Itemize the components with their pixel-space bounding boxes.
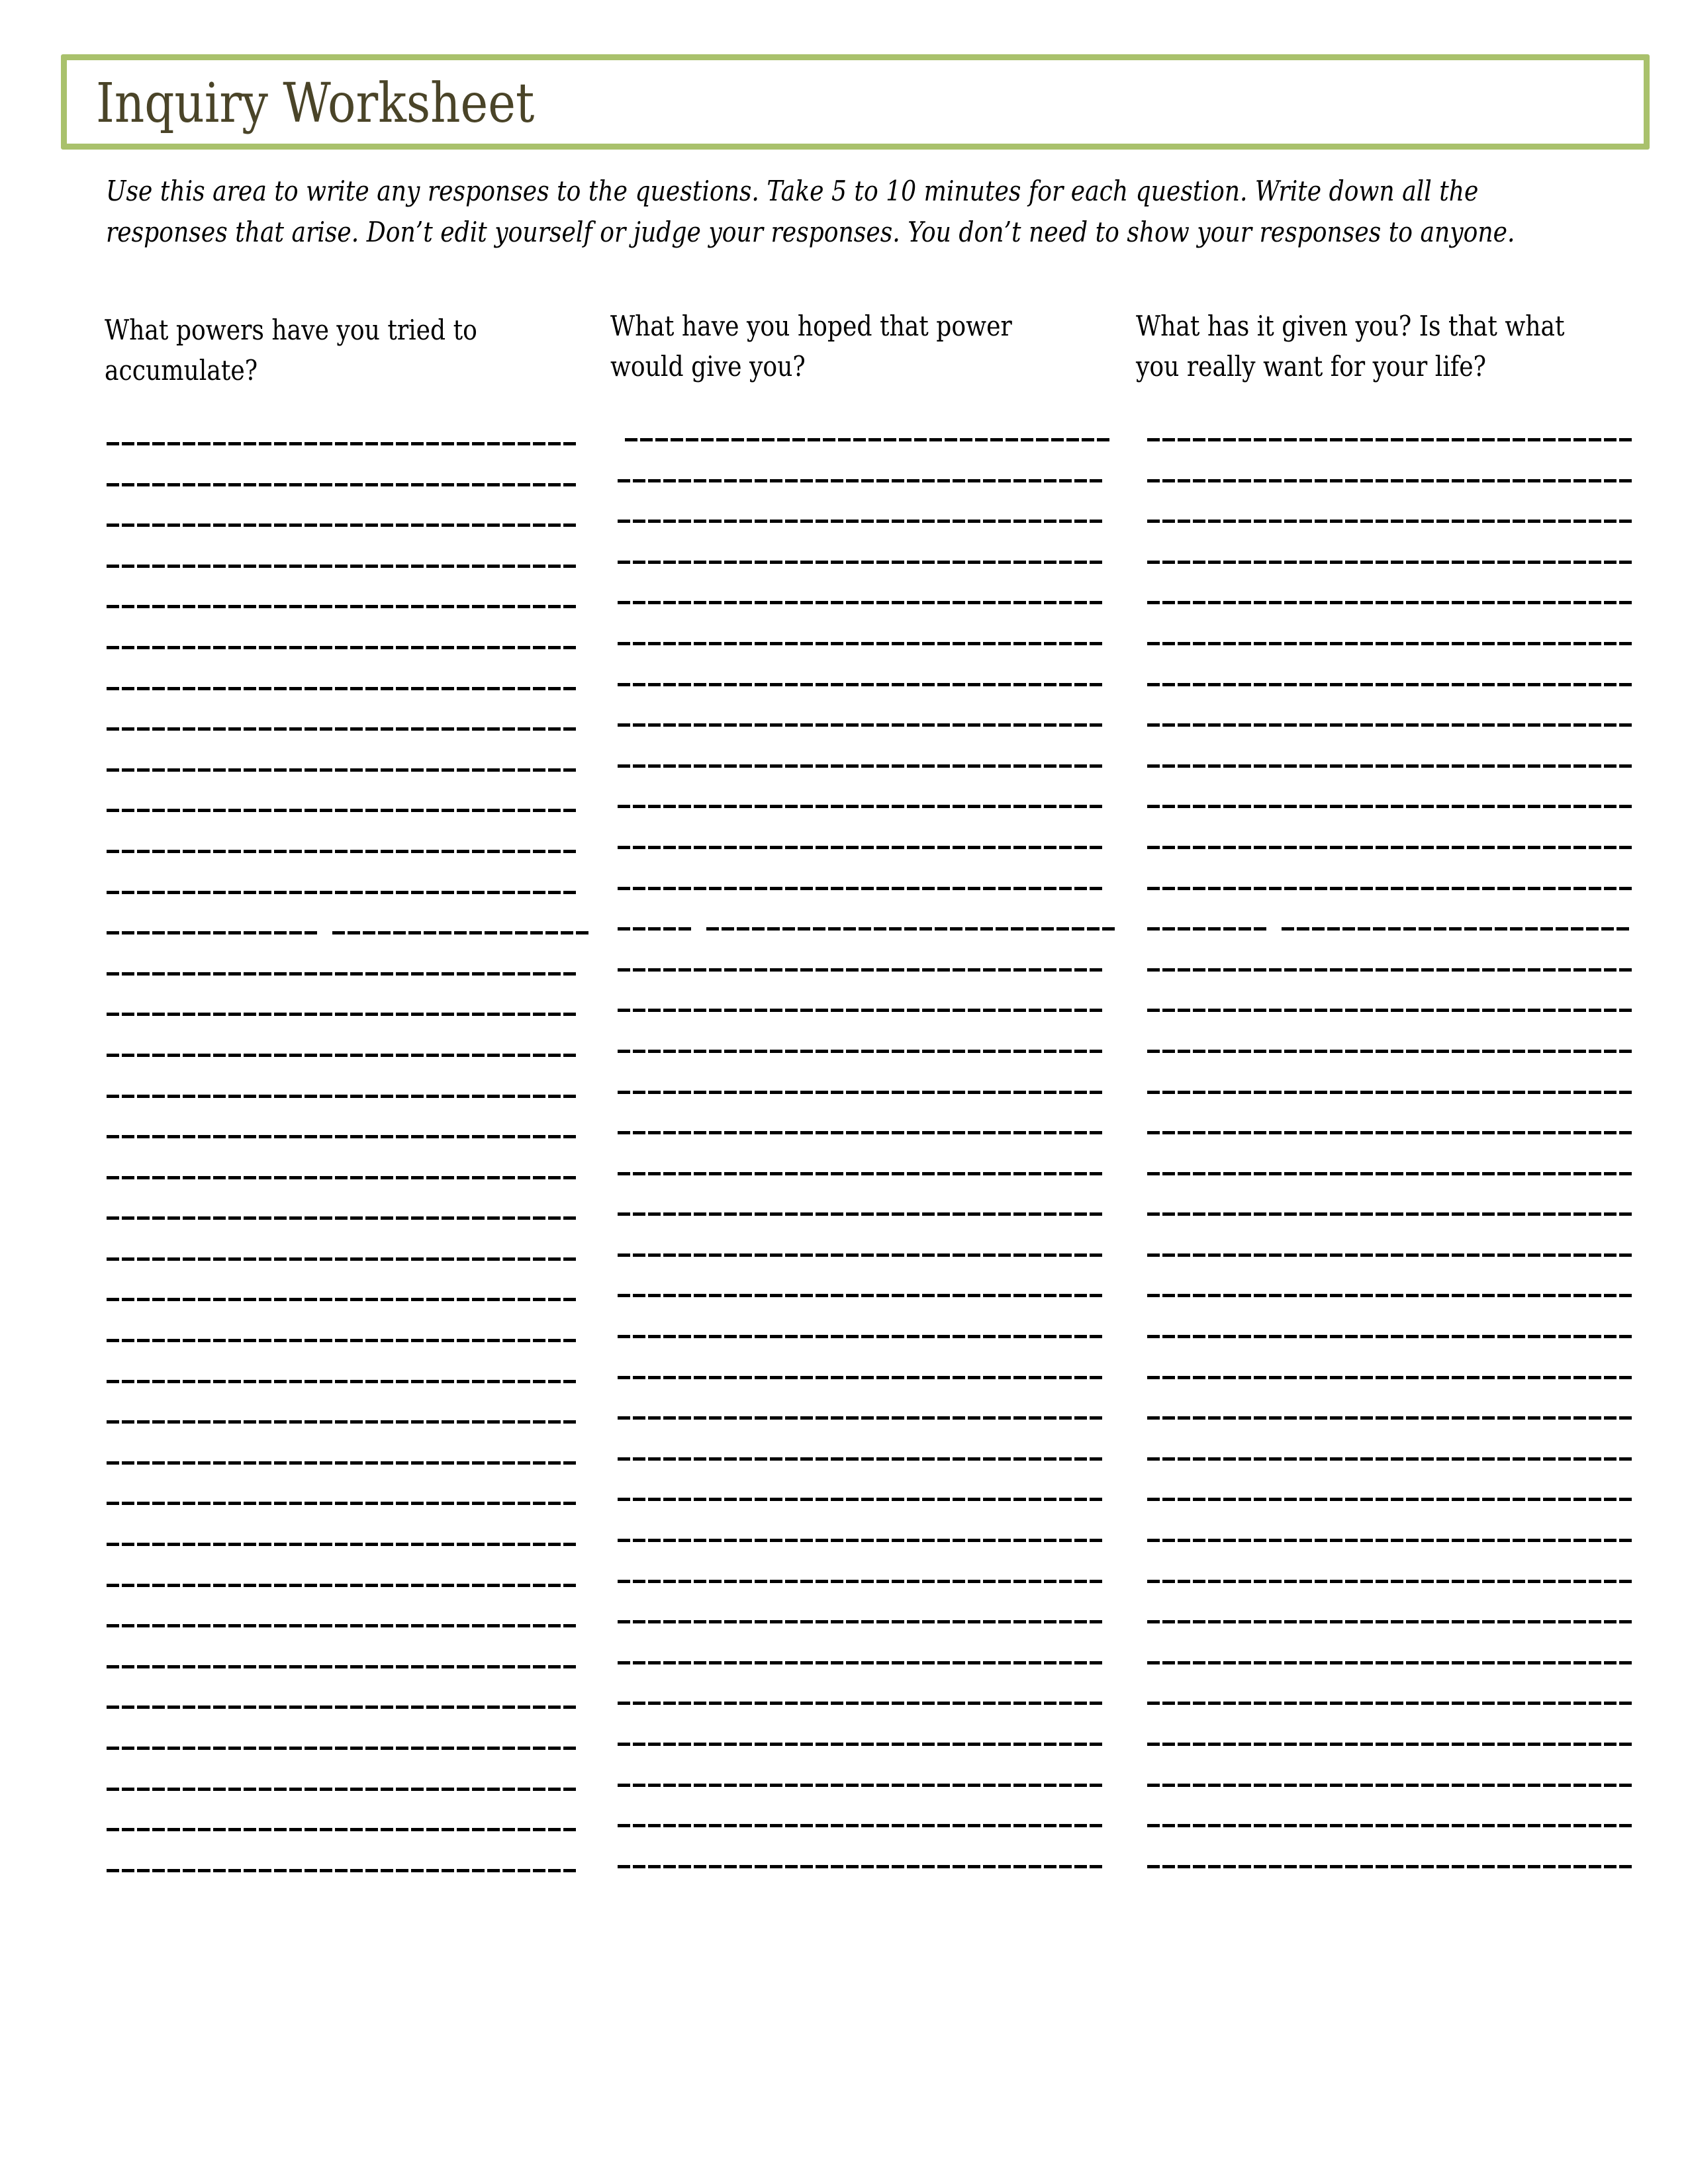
question-2: [610, 306, 1012, 387]
underscore-segment: [1147, 1253, 1632, 1257]
underscore-segment: [1282, 927, 1629, 931]
underscore-segment: [1147, 1091, 1632, 1094]
underscore-segment: [107, 605, 576, 608]
title-box: [61, 54, 1650, 150]
blank-line[interactable]: [618, 438, 1115, 479]
underscore-segment: [1147, 1009, 1632, 1012]
underscore-segment: [1147, 520, 1632, 523]
underscore-segment: [1147, 1416, 1632, 1420]
blank-line[interactable]: [618, 1620, 1115, 1661]
blank-line[interactable]: [618, 1702, 1115, 1743]
underscore-segment: [618, 764, 1102, 768]
blank-line[interactable]: [107, 931, 588, 972]
underscore-segment: [1147, 1580, 1632, 1583]
underscore-segment: [107, 1298, 576, 1301]
blank-line[interactable]: [1147, 683, 1632, 724]
blank-line[interactable]: [1147, 1009, 1632, 1050]
underscore-segment: [1147, 1702, 1632, 1705]
underscore-segment: [107, 1013, 576, 1016]
blank-line[interactable]: [1147, 1294, 1632, 1335]
underscore-segment: [618, 1580, 1102, 1583]
blank-line[interactable]: [1147, 1661, 1632, 1702]
underscore-segment: [1147, 968, 1632, 972]
blank-line[interactable]: [618, 1376, 1115, 1417]
instructions-line-1: Use this area to write any responses to the questions. Take 5 to 10 minutes for each question. Write down all the: [106, 175, 1479, 207]
underscore-segment: [618, 1457, 1102, 1461]
blank-line[interactable]: [618, 683, 1115, 724]
underscore-segment: [1147, 1172, 1632, 1175]
underscore-segment: [107, 1135, 576, 1138]
underscore-segment: [618, 887, 1102, 890]
blank-line[interactable]: [1147, 601, 1632, 642]
blank-line[interactable]: [107, 1584, 588, 1625]
underscore-segment: [107, 1502, 576, 1505]
blank-line[interactable]: [1147, 1620, 1632, 1661]
blank-line[interactable]: [107, 1828, 588, 1869]
underscore-segment: [1147, 1050, 1632, 1053]
underscore-segment: [706, 927, 1115, 931]
underscore-segment: [618, 1416, 1102, 1420]
blank-line[interactable]: [1147, 887, 1632, 928]
underscore-segment: [625, 438, 1109, 441]
underscore-segment: [1147, 1743, 1632, 1746]
underscore-segment: [107, 1788, 576, 1791]
underscore-segment: [1147, 1824, 1632, 1827]
underscore-segment: [1147, 1865, 1632, 1868]
blank-line[interactable]: [107, 768, 588, 809]
response-area-1[interactable]: [107, 442, 588, 1909]
underscore-segment: [1147, 1335, 1632, 1338]
underscore-segment: [618, 1131, 1102, 1134]
underscore-segment: [618, 968, 1102, 972]
underscore-segment: [1147, 723, 1632, 727]
underscore-segment: [1147, 927, 1266, 931]
instructions-line-2: responses that arise. Don’t edit yourself or judge your responses. You don’t need to show your responses to anyone.: [106, 216, 1515, 248]
blank-line[interactable]: [107, 1706, 588, 1747]
underscore-segment: [1147, 1212, 1632, 1216]
blank-line[interactable]: [1147, 1539, 1632, 1580]
blank-line[interactable]: [618, 1050, 1115, 1091]
underscore-segment: [618, 1743, 1102, 1746]
underscore-segment: [1147, 887, 1632, 890]
blank-line[interactable]: [1147, 561, 1632, 602]
underscore-segment: [1147, 561, 1632, 564]
blank-line[interactable]: [618, 642, 1115, 683]
blank-line[interactable]: [107, 891, 588, 932]
blank-line[interactable]: [1147, 1865, 1632, 1906]
blank-line[interactable]: [618, 1253, 1115, 1295]
underscore-segment: [107, 931, 317, 934]
blank-line[interactable]: [618, 805, 1115, 846]
underscore-segment: [618, 723, 1102, 727]
blank-line[interactable]: [107, 1543, 588, 1584]
blank-line[interactable]: [107, 1502, 588, 1543]
page-title: Inquiry Worksheet: [96, 72, 535, 135]
blank-line[interactable]: [107, 1176, 588, 1217]
underscore-segment: [107, 850, 576, 853]
blank-line[interactable]: [618, 1416, 1115, 1457]
underscore-segment: [1147, 438, 1632, 441]
underscore-segment: [107, 891, 576, 894]
blank-line[interactable]: [107, 1257, 588, 1298]
blank-line[interactable]: [618, 723, 1115, 764]
underscore-segment: [618, 1172, 1102, 1175]
underscore-segment: [618, 1294, 1102, 1297]
underscore-segment: [1147, 1661, 1632, 1664]
underscore-segment: [107, 1584, 576, 1587]
underscore-segment: [107, 972, 576, 976]
underscore-segment: [107, 1869, 576, 1872]
blank-line[interactable]: [618, 1784, 1115, 1825]
blank-line[interactable]: [618, 1091, 1115, 1132]
underscore-segment: [1147, 1784, 1632, 1787]
blank-line[interactable]: [618, 846, 1115, 887]
blank-line[interactable]: [1147, 520, 1632, 561]
underscore-segment: [618, 1865, 1102, 1868]
blank-line[interactable]: [107, 1747, 588, 1788]
blank-line[interactable]: [618, 1294, 1115, 1335]
blank-line[interactable]: [1147, 1050, 1632, 1091]
blank-line[interactable]: [618, 1009, 1115, 1050]
blank-line[interactable]: [618, 1580, 1115, 1621]
blank-line[interactable]: [618, 887, 1115, 928]
blank-line[interactable]: [1147, 1253, 1632, 1295]
question-3-line-2: you really want for your life?: [1136, 350, 1487, 383]
underscore-segment: [618, 805, 1102, 808]
underscore-segment: [107, 483, 576, 486]
blank-line[interactable]: [107, 483, 588, 524]
blank-line[interactable]: [618, 1865, 1115, 1906]
underscore-segment: [107, 1054, 576, 1057]
underscore-segment: [618, 1824, 1102, 1827]
response-area-2[interactable]: [618, 438, 1115, 1905]
underscore-segment: [618, 479, 1102, 482]
blank-line[interactable]: [618, 601, 1115, 642]
underscore-segment: [618, 561, 1102, 564]
underscore-segment: [1147, 601, 1632, 604]
underscore-segment: [107, 565, 576, 568]
underscore-segment: [1147, 1539, 1632, 1542]
underscore-segment: [1147, 1457, 1632, 1461]
underscore-segment: [107, 1095, 576, 1098]
underscore-segment: [107, 646, 576, 649]
blank-line[interactable]: [1147, 927, 1632, 968]
blank-line[interactable]: [618, 968, 1115, 1009]
underscore-segment: [618, 846, 1102, 849]
blank-line[interactable]: [1147, 1784, 1632, 1825]
blank-line[interactable]: [1147, 846, 1632, 887]
question-2-line-2: would give you?: [610, 350, 806, 383]
underscore-segment: [618, 1376, 1102, 1379]
underscore-segment: [107, 1380, 576, 1383]
blank-line[interactable]: [1147, 1702, 1632, 1743]
blank-line[interactable]: [107, 1095, 588, 1136]
underscore-segment: [618, 1539, 1102, 1542]
blank-line[interactable]: [107, 523, 588, 565]
blank-line[interactable]: [107, 1298, 588, 1339]
blank-line[interactable]: [618, 1661, 1115, 1702]
underscore-segment: [107, 523, 576, 527]
blank-line[interactable]: [107, 565, 588, 606]
blank-line[interactable]: [1147, 1498, 1632, 1539]
blank-line[interactable]: [1147, 438, 1632, 479]
blank-line[interactable]: [618, 520, 1115, 561]
underscore-segment: [107, 1176, 576, 1179]
underscore-segment: [618, 1498, 1102, 1501]
blank-line[interactable]: [1147, 723, 1632, 764]
underscore-segment: [618, 1702, 1102, 1705]
underscore-segment: [618, 1091, 1102, 1094]
blank-line[interactable]: [107, 1135, 588, 1176]
blank-line[interactable]: [1147, 1172, 1632, 1213]
underscore-segment: [618, 1050, 1102, 1053]
underscore-segment: [618, 601, 1102, 604]
blank-line[interactable]: [618, 1498, 1115, 1539]
underscore-segment: [618, 927, 691, 931]
question-1-line-1: What powers have you tried to: [105, 314, 477, 346]
blank-line[interactable]: [1147, 1212, 1632, 1253]
blank-line[interactable]: [1147, 1335, 1632, 1376]
blank-line[interactable]: [107, 727, 588, 768]
blank-line[interactable]: [618, 479, 1115, 520]
underscore-segment: [1147, 479, 1632, 482]
blank-line[interactable]: [107, 1788, 588, 1829]
blank-line[interactable]: [107, 1380, 588, 1421]
blank-line[interactable]: [1147, 1131, 1632, 1172]
underscore-segment: [1147, 1376, 1632, 1379]
blank-line[interactable]: [1147, 764, 1632, 805]
blank-line[interactable]: [1147, 805, 1632, 846]
underscore-segment: [618, 1620, 1102, 1623]
blank-line[interactable]: [618, 1539, 1115, 1580]
blank-line[interactable]: [618, 1457, 1115, 1498]
blank-line[interactable]: [1147, 1824, 1632, 1865]
underscore-segment: [107, 687, 576, 690]
underscore-segment: [107, 1543, 576, 1546]
underscore-segment: [618, 683, 1102, 686]
blank-line[interactable]: [1147, 479, 1632, 520]
underscore-segment: [107, 1665, 576, 1668]
underscore-segment: [107, 809, 576, 812]
underscore-segment: [107, 768, 576, 772]
blank-line[interactable]: [1147, 1091, 1632, 1132]
underscore-segment: [618, 1212, 1102, 1216]
underscore-segment: [618, 520, 1102, 523]
blank-line[interactable]: [1147, 1743, 1632, 1784]
underscore-segment: [1147, 1131, 1632, 1134]
blank-line[interactable]: [107, 442, 588, 483]
blank-line[interactable]: [107, 1624, 588, 1665]
underscore-segment: [107, 1420, 576, 1424]
blank-line[interactable]: [107, 1216, 588, 1257]
blank-line[interactable]: [618, 1172, 1115, 1213]
blank-line[interactable]: [1147, 1580, 1632, 1621]
blank-line[interactable]: [107, 1013, 588, 1054]
underscore-segment: [1147, 805, 1632, 808]
blank-line[interactable]: [107, 972, 588, 1013]
underscore-segment: [107, 442, 576, 445]
underscore-segment: [107, 1461, 576, 1465]
blank-line[interactable]: [107, 1054, 588, 1095]
underscore-segment: [618, 642, 1102, 645]
blank-line[interactable]: [107, 687, 588, 728]
underscore-segment: [1147, 683, 1632, 686]
underscore-segment: [107, 1747, 576, 1750]
blank-line[interactable]: [618, 1824, 1115, 1865]
underscore-segment: [107, 1216, 576, 1220]
blank-line[interactable]: [107, 850, 588, 891]
response-area-3[interactable]: [1147, 438, 1632, 1905]
underscore-segment: [107, 727, 576, 731]
underscore-segment: [618, 1661, 1102, 1664]
blank-line[interactable]: [618, 1131, 1115, 1172]
question-1: [105, 310, 477, 390]
blank-line[interactable]: [107, 1420, 588, 1461]
underscore-segment: [107, 1339, 576, 1342]
underscore-segment: [107, 1706, 576, 1709]
underscore-segment: [618, 1253, 1102, 1257]
underscore-segment: [1147, 1294, 1632, 1297]
underscore-segment: [1147, 642, 1632, 645]
underscore-segment: [1147, 846, 1632, 849]
blank-line[interactable]: [618, 927, 1115, 968]
blank-line[interactable]: [107, 1869, 588, 1910]
blank-line[interactable]: [1147, 1376, 1632, 1417]
blank-line[interactable]: [1147, 1457, 1632, 1498]
blank-line[interactable]: [618, 1212, 1115, 1253]
underscore-segment: [107, 1828, 576, 1831]
underscore-segment: [107, 1624, 576, 1627]
blank-line[interactable]: [618, 1743, 1115, 1784]
question-3-line-1: What has it given you? Is that what: [1136, 310, 1565, 342]
blank-line[interactable]: [618, 764, 1115, 805]
blank-line[interactable]: [107, 605, 588, 646]
underscore-segment: [618, 1009, 1102, 1012]
underscore-segment: [1147, 1620, 1632, 1623]
blank-line[interactable]: [107, 809, 588, 850]
underscore-segment: [618, 1784, 1102, 1787]
underscore-segment: [107, 1257, 576, 1261]
blank-line[interactable]: [107, 1339, 588, 1380]
blank-line[interactable]: [107, 1461, 588, 1502]
blank-line[interactable]: [1147, 1416, 1632, 1457]
blank-line[interactable]: [618, 561, 1115, 602]
blank-line[interactable]: [1147, 968, 1632, 1009]
instructions: [106, 171, 1515, 253]
underscore-segment: [1147, 1498, 1632, 1501]
blank-line[interactable]: [107, 646, 588, 687]
question-3: [1136, 306, 1565, 387]
question-1-line-2: accumulate?: [105, 354, 258, 387]
underscore-segment: [332, 931, 588, 934]
underscore-segment: [1147, 764, 1632, 768]
blank-line[interactable]: [1147, 642, 1632, 683]
question-2-line-1: What have you hoped that power: [610, 310, 1012, 342]
underscore-segment: [618, 1335, 1102, 1338]
blank-line[interactable]: [618, 1335, 1115, 1376]
blank-line[interactable]: [107, 1665, 588, 1706]
